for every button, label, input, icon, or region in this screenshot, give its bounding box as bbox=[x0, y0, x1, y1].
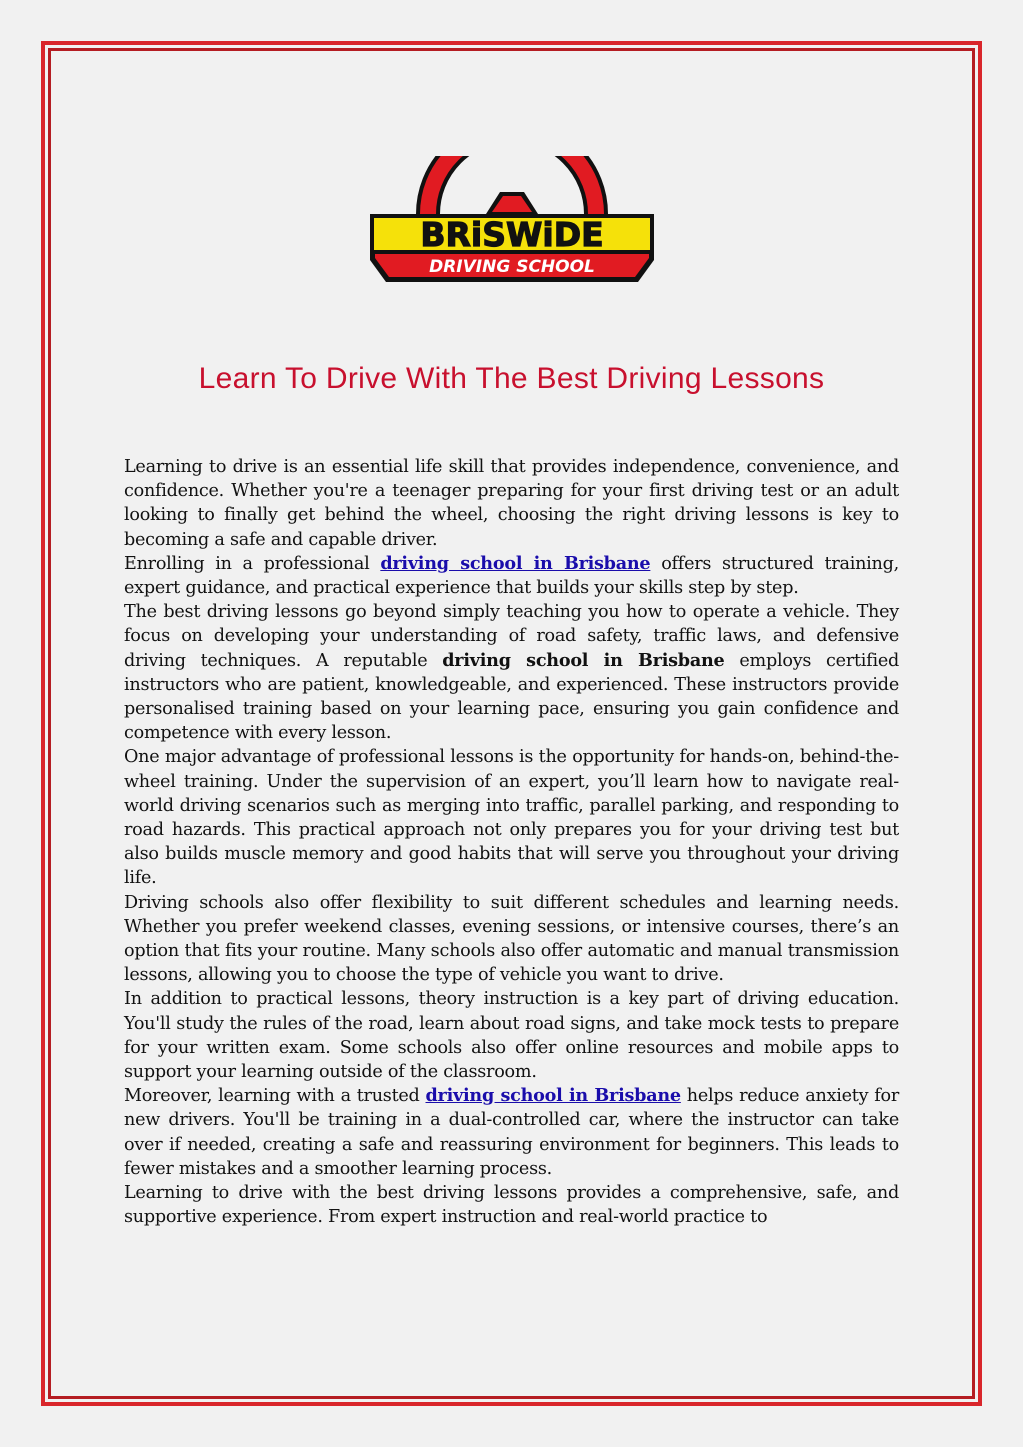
paragraph-text: offers structured training, expert guidance, and practical experience that builds your skills step by step. bbox=[124, 553, 899, 599]
article-body bbox=[124, 455, 899, 1230]
paragraph: Learning to drive is an essential life skill that provides independence, convenience, and confidence. Whether you're a teenager preparing for your first driving test or an adult looking to finally get behind the wheel, choosing the right driving lessons is key to becoming a safe and capable driver. bbox=[124, 457, 899, 550]
paragraph: Learning to drive with the best driving lessons provides a comprehensive, safe, and supportive experience. From expert instruction and real-world practice to bbox=[124, 1183, 899, 1228]
paragraph: Driving schools also offer flexibility to suit different schedules and learning needs. Whether you prefer weekend classes, evening sessions, or intensive courses, there’s an option that fits your routine. Many schools also offer automatic and manual transmission lessons, allowing you to choose the type of vehicle you want to drive. bbox=[124, 892, 899, 986]
bold-keyword: driving school in Brisbane bbox=[442, 649, 725, 671]
driving-school-brisbane-link[interactable]: driving school in Brisbane bbox=[380, 552, 651, 574]
paragraph bbox=[124, 1084, 899, 1181]
logo-brand-text: BRiSWiDE bbox=[420, 215, 604, 254]
paragraph-text: Enrolling in a professional bbox=[124, 553, 381, 574]
briswide-logo bbox=[366, 156, 658, 290]
page-title: Learn To Drive With The Best Driving Lessons bbox=[198, 362, 825, 395]
paragraph-text: employs certified instructors who are patient, knowledgeable, and experienced. These instructors provide personalised training based on your learning pace, ensuring you gain confidence and competence with every lesson. bbox=[124, 650, 899, 744]
paragraph: In addition to practical lessons, theory instruction is a key part of driving education. You'll study the rules of the road, learn about road signs, and take mock tests to prepare for your written exam. Some schools also offer online resources and mobile apps to support your learning outside of the classroom. bbox=[124, 989, 899, 1083]
paragraph: One major advantage of professional lessons is the opportunity for hands-on, behind-the-wheel training. Under the supervision of an expert, you’ll learn how to navigate real-world driving scenarios such as merging into traffic, parallel parking, and responding to road hazards. This practical approach not only prepares you for your driving test but also builds muscle memory and good habits that will serve you throughout your driving life. bbox=[124, 747, 899, 889]
paragraph bbox=[124, 600, 899, 745]
logo-tagline-text: DRIVING SCHOOL bbox=[429, 257, 595, 277]
paragraph-text: helps reduce anxiety for new drivers. You'll be training in a dual-controlled car, where the instructor can take over if needed, creating a safe and reassuring environment for beginners. This leads to fewer mistakes and a smoother learning process. bbox=[124, 1086, 899, 1179]
paragraph-text: Moreover, learning with a trusted bbox=[124, 1086, 426, 1107]
paragraph bbox=[124, 552, 899, 600]
driving-school-brisbane-link[interactable]: driving school in Brisbane bbox=[425, 1085, 681, 1107]
paragraph-text: The best driving lessons go beyond simply teaching you how to operate a vehicle. They focus on developing your understanding of road safety, traffic laws, and defensive driving techniques. A reputable bbox=[124, 602, 899, 671]
